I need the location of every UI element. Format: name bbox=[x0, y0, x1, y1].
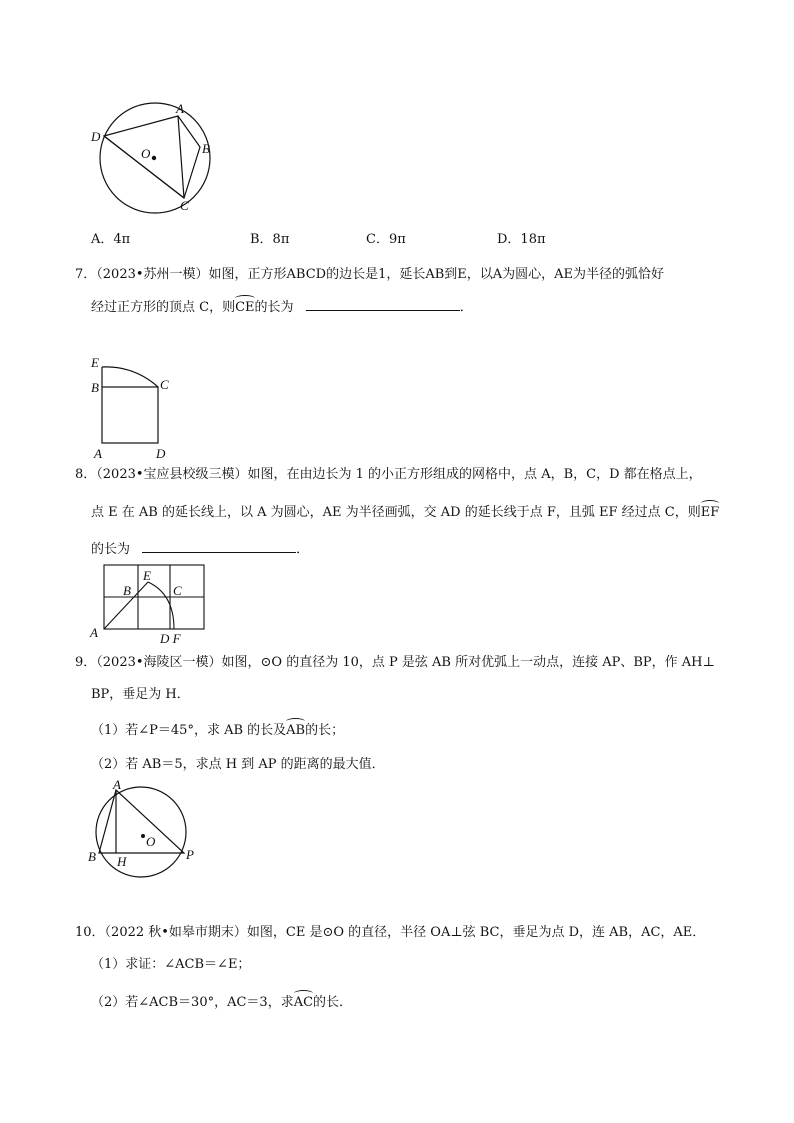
q7-label-C: C bbox=[160, 377, 169, 392]
q8-line2-pre: 点 E 在 AB 的延长线上，以 A 为圆心，AE 为半径画弧，交 AD 的延长线于点 F，且弧 EF 经过点 C，则 bbox=[91, 505, 701, 520]
q6-label-D: D bbox=[91, 129, 101, 144]
q9-part2: （2）若 AB＝5，求点 H 到 AP 的距离的最大值． bbox=[91, 757, 385, 772]
q7-arc: CE bbox=[235, 300, 255, 315]
q7-label-A: A bbox=[94, 446, 102, 461]
q9-part1-arc: AB bbox=[286, 723, 306, 738]
q8-arc: EF bbox=[700, 505, 720, 520]
q10-part1: （1）求证：∠ACB＝∠E； bbox=[91, 957, 251, 972]
q8-label-C: C bbox=[173, 583, 182, 598]
q9-center-dot bbox=[141, 834, 145, 838]
q9-label-A: A bbox=[113, 780, 121, 792]
q7-label-B: B bbox=[91, 380, 99, 395]
q9-line2: BP，垂足为 H． bbox=[91, 687, 190, 702]
q8-figure bbox=[88, 562, 213, 644]
q10-part2-post: 的长． bbox=[313, 995, 353, 1010]
q7-line2-pre: 经过正方形的顶点 C，则 bbox=[91, 300, 236, 315]
q9-part1-post: 的长； bbox=[305, 723, 345, 738]
q6-figure bbox=[85, 100, 225, 215]
q10-part2-pre: （2）若∠ACB＝30°，AC＝3，求 bbox=[91, 995, 294, 1010]
q8-end: ． bbox=[296, 542, 310, 557]
q8-label-E: E bbox=[143, 568, 151, 583]
q7-line2-post: 的长为 bbox=[254, 300, 294, 315]
q7-answer-blank[interactable] bbox=[306, 296, 460, 311]
q8-label-DF: D F bbox=[160, 631, 181, 644]
q8-line1: 8．（2023•宝应县校级三模）如图，在由边长为 1 的小正方形组成的网格中，点 A，B，C，D 都在格点上， bbox=[75, 467, 702, 482]
q9-label-H: H bbox=[117, 854, 127, 869]
q8-label-B: B bbox=[123, 583, 131, 598]
q9-part1 bbox=[91, 722, 344, 740]
q6-choice-c: C．9π bbox=[366, 232, 406, 247]
q9-figure bbox=[86, 780, 206, 880]
q6-label-O: O bbox=[141, 146, 151, 161]
q6-quadrilateral bbox=[104, 116, 200, 198]
q10-line1: 10．（2022 秋•如皋市期末）如图，CE 是⊙O 的直径，半径 OA⊥弦 BC，垂足为点 D，连 AB，AC，AE． bbox=[75, 925, 706, 940]
q7-label-E: E bbox=[91, 355, 99, 370]
q9-line1: 9．（2023•海陵区一模）如图，⊙O 的直径为 10，点 P 是弦 AB 所对优弧上一动点，连接 AP、BP，作 AH⊥ bbox=[75, 655, 715, 670]
q7-end: ． bbox=[459, 300, 473, 315]
q6-choice-b: B．8π bbox=[250, 232, 290, 247]
q6-center-dot bbox=[152, 156, 156, 160]
q8-answer-blank[interactable] bbox=[142, 538, 296, 553]
q8-line2 bbox=[91, 504, 719, 522]
q6-label-B: B bbox=[202, 141, 210, 156]
q9-label-O: O bbox=[146, 834, 156, 849]
q6-choice-d: D．18π bbox=[497, 232, 546, 247]
q10-part2 bbox=[91, 994, 352, 1012]
q7-label-D: D bbox=[156, 446, 166, 461]
q8-label-A: A bbox=[90, 625, 98, 640]
q9-label-B: B bbox=[88, 849, 96, 864]
q9-part1-pre: （1）若∠P＝45°，求 AB 的长及 bbox=[91, 723, 287, 738]
q7-figure bbox=[88, 352, 188, 462]
q7-line1: 7．（2023•苏州一模）如图，正方形ABCD的边长是1，延长AB到E，以A为圆心，AE为半径的弧恰好 bbox=[75, 267, 665, 282]
q8-line3 bbox=[91, 538, 309, 559]
q6-choice-a: A．4π bbox=[91, 232, 131, 247]
q9-circle bbox=[96, 787, 186, 877]
q9-label-P: P bbox=[186, 847, 194, 862]
q6-label-A: A bbox=[176, 101, 184, 116]
q8-line3-pre: 的长为 bbox=[91, 542, 131, 557]
q10-part2-arc: AC bbox=[293, 995, 314, 1010]
q7-arc-CE bbox=[102, 367, 158, 387]
q7-line2 bbox=[91, 296, 473, 317]
q7-square bbox=[102, 387, 158, 443]
q6-label-C: C bbox=[180, 198, 189, 213]
